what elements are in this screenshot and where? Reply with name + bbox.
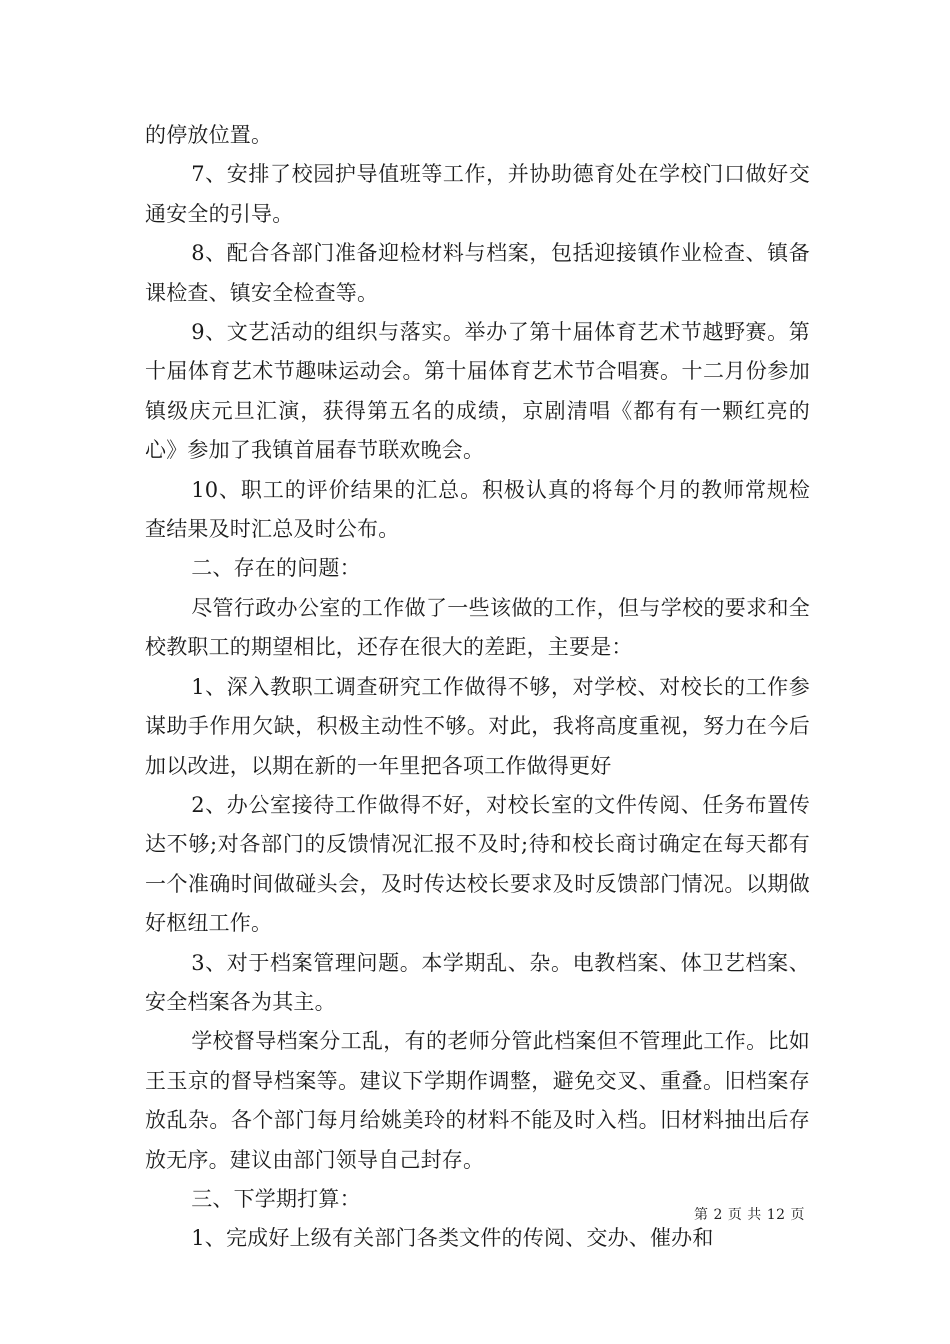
paragraph: 10、职工的评价结果的汇总。积极认真的将每个月的教师常规检查结果及时汇总及时公布。 (145, 477, 810, 542)
page-number: 第 2 页 共 12 页 (694, 1207, 805, 1223)
paragraph: 1、完成好上级有关部门各类文件的传阅、交办、催办和 (191, 1226, 714, 1251)
document-body (145, 116, 810, 1259)
paragraph: 1、深入教职工调查研究工作做得不够，对学校、对校长的工作参谋助手作用欠缺，积极主动性不够。对此，我将高度重视，努力在今后加以改进，以期在新的一年里把各项工作做得更好 (145, 674, 810, 778)
paragraph: 学校督导档案分工乱，有的老师分管此档案但不管理此工作。比如王玉京的督导档案等。建议下学期作调整，避免交叉、重叠。旧档案存放乱杂。各个部门每月给姚美玲的材料不能及时入档。旧材料抽出后存放无序。建议由部门领导自己封存。 (145, 1029, 810, 1172)
paragraph: 的停放位置。 (145, 123, 273, 147)
section-heading-plans: 三、下学期打算： (191, 1186, 361, 1211)
paragraph: 2、办公室接待工作做得不好，对校长室的文件传阅、任务布置传达不够;对各部门的反馈情况汇报不及时;待和校长商讨确定在每天都有一个准确时间做碰头会，及时传达校长要求及时反馈部门情况。以期做好枢纽工作。 (145, 792, 810, 936)
paragraph: 3、对于档案管理问题。本学期乱、杂。电教档案、体卫艺档案、安全档案各为其主。 (145, 950, 810, 1014)
paragraph: 9、文艺活动的组织与落实。举办了第十届体育艺术节越野赛。第十届体育艺术节趣味运动会。第十届体育艺术节合唱赛。十二月份参加镇级庆元旦汇演，获得第五名的成绩，京剧清唱《都有有一颗红亮的心》参加了我镇首届春节联欢晚会。 (145, 320, 810, 463)
paragraph: 尽管行政办公室的工作做了一些该做的工作，但与学校的要求和全校教职工的期望相比，还存在很大的差距，主要是： (145, 595, 810, 660)
paragraph: 7、安排了校园护导值班等工作，并协助德育处在学校门口做好交通安全的引导。 (145, 162, 810, 226)
section-heading-problems: 二、存在的问题： (191, 556, 361, 581)
paragraph: 8、配合各部门准备迎检材料与档案，包括迎接镇作业检查、镇备课检查、镇安全检查等。 (145, 241, 810, 305)
